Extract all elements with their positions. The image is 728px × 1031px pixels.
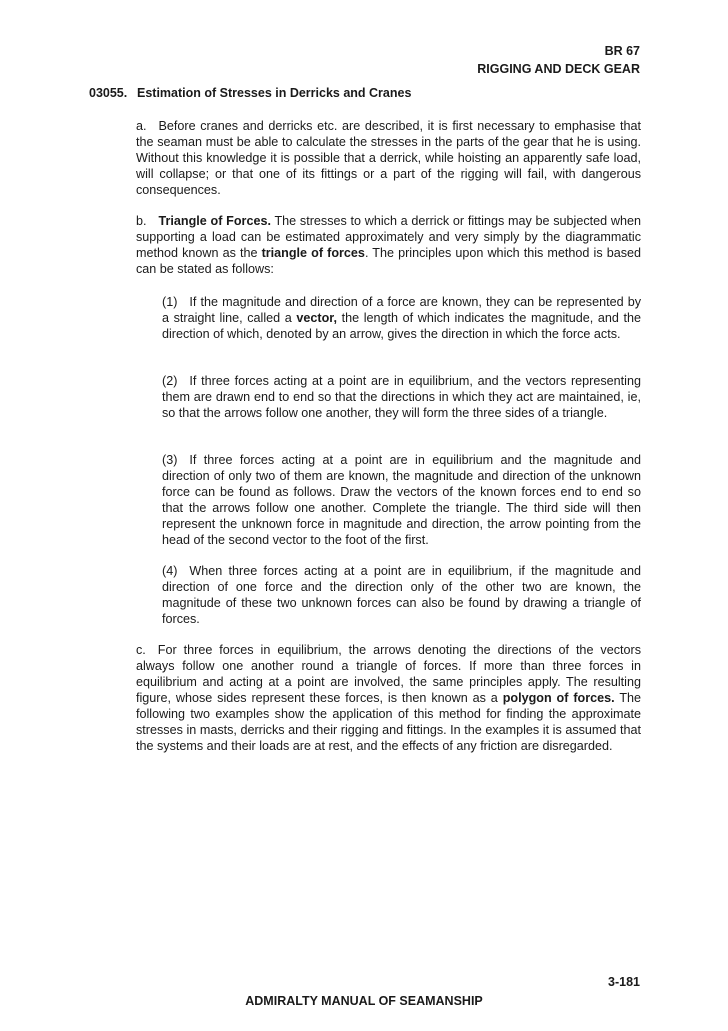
subparagraph-3-text: If three forces acting at a point are in equilibrium and the magnitude and direction of only two of them are known, the magnitude and direction of the unknown force can be found as follows. Draw the vectors of the known forces end to end so that the arrows follow one another. Complete the triangle. The third side will then represent the unknown force in magnitude and direction, the arrow pointing from the head of the second vector to the foot of the first. bbox=[162, 453, 641, 547]
paragraph-c-text-2: The following two examples show the application of this method for finding the approximate stresses in masts, derricks and their rigging and fittings. In the examples it is assumed that the systems and their loads are at rest, and the effects of any friction are disregarded. bbox=[136, 691, 642, 753]
page-number: 3-181 bbox=[608, 975, 640, 989]
paragraph-b-text-2: . The principles upon which this method is based can be stated as follows: bbox=[136, 246, 642, 276]
paragraph-a bbox=[136, 118, 641, 198]
subparagraph-4 bbox=[162, 563, 641, 627]
subparagraph-4-label: (4) bbox=[162, 564, 178, 578]
paragraph-b-heading: Triangle of Forces. bbox=[158, 214, 271, 228]
paragraph-c-text-1: For three forces in equilibrium, the arrows denoting the directions of the vectors always follow one another round a triangle of forces. If more than three forces in equilibrium and acting at a point are involved, the same principles apply. The resulting figure, whose sides represent these forces, is then known as a bbox=[136, 643, 641, 705]
subparagraph-1 bbox=[162, 294, 641, 342]
paragraph-a-label: a. bbox=[136, 119, 147, 133]
subparagraph-1-text-2: the length of which indicates the magnitude, and the direction of which, denoted by an arrow, gives the direction in which the force acts. bbox=[162, 311, 641, 341]
paragraph-a-text: Before cranes and derricks etc. are described, it is first necessary to emphasise that the seaman must be able to calculate the stresses in the parts of the gear that he is using. Without this knowledge it is possible that a derrick, while hoisting an apparently safe load, will collapse; or that one of its fittings or a part of the rigging will fail, with dangerous consequences. bbox=[136, 119, 641, 197]
header-doc-id: BR 67 bbox=[604, 44, 640, 58]
subparagraph-2-text: If three forces acting at a point are in equilibrium, and the vectors representing them are drawn end to end so that the directions in which they act are maintained, ie, so that the arrows follow one another, they will form the three sides of a triangle. bbox=[162, 374, 641, 420]
section-heading bbox=[89, 86, 411, 100]
paragraph-c-term: polygon of forces. bbox=[502, 691, 615, 705]
subparagraph-2-label: (2) bbox=[162, 374, 178, 388]
subparagraph-1-text-1: If the magnitude and direction of a force are known, they can be represented by a straight line, called a bbox=[162, 295, 641, 325]
paragraph-b bbox=[136, 213, 641, 277]
section-title: Estimation of Stresses in Derricks and Cranes bbox=[137, 86, 412, 100]
paragraph-c-label: c. bbox=[136, 643, 146, 657]
subparagraph-4-text: When three forces acting at a point are in equilibrium, if the magnitude and direction of one force and the direction only of the other two are known, the magnitude of these two unknown forces can also be found by drawing a triangle of forces. bbox=[162, 564, 641, 626]
subparagraph-2 bbox=[162, 373, 641, 421]
subparagraph-1-label: (1) bbox=[162, 295, 178, 309]
paragraph-b-term: triangle of forces bbox=[261, 246, 365, 260]
paragraph-b-label: b. bbox=[136, 214, 147, 228]
footer-manual-title: ADMIRALTY MANUAL OF SEAMANSHIP bbox=[245, 994, 483, 1008]
paragraph-b-text-1: The stresses to which a derrick or fittings may be subjected when supporting a load can be estimated approximately and very simply by the diagrammatic method known as the bbox=[136, 214, 641, 260]
subparagraph-1-term: vector, bbox=[296, 311, 337, 325]
paragraph-c bbox=[136, 642, 641, 754]
section-number: 03055. bbox=[89, 86, 128, 100]
subparagraph-3 bbox=[162, 452, 641, 548]
header-doc-subtitle: RIGGING AND DECK GEAR bbox=[477, 62, 640, 76]
subparagraph-3-label: (3) bbox=[162, 453, 178, 467]
